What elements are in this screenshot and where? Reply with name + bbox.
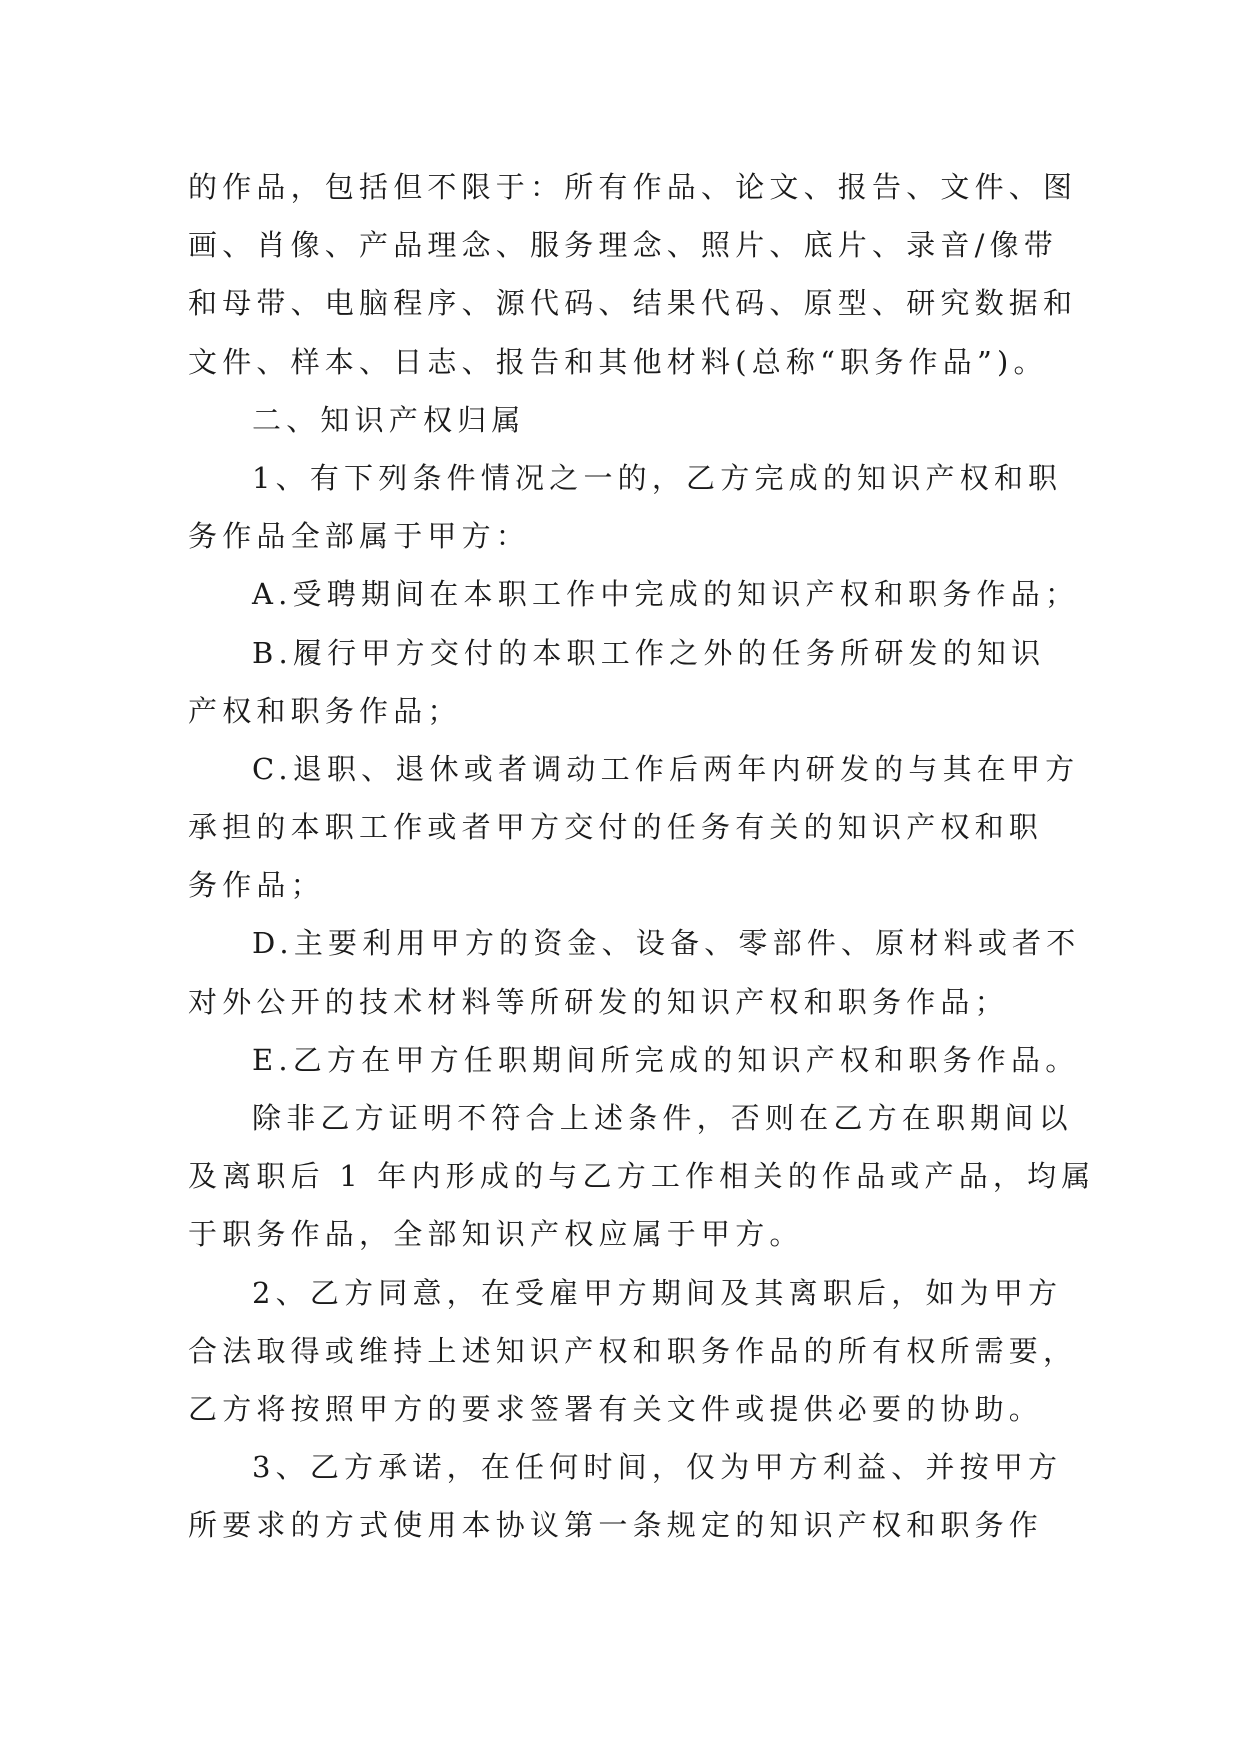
document-body — [188, 158, 1096, 1555]
text-line: B.履行甲方交付的本职工作之外的任务所研发的知识 — [252, 635, 1046, 670]
text-line: 二、知识产权归属 — [252, 402, 526, 437]
text-line: 的作品，包括但不限于：所有作品、论文、报告、文件、图 — [188, 170, 1078, 204]
text-line: 所要求的方式使用本协议第一条规定的知识产权和职务作 — [188, 1508, 1044, 1543]
text-line: 2、乙方同意，在受雇甲方期间及其离职后，如为甲方 — [252, 1275, 1063, 1310]
text-line: 产权和职务作品； — [188, 693, 462, 728]
text-line: 承担的本职工作或者甲方交付的任务有关的知识产权和职 — [188, 810, 1044, 845]
text-line: 1、有下列条件情况之一的，乙方完成的知识产权和职 — [252, 460, 1063, 495]
text-line: 除非乙方证明不符合上述条件，否则在乙方在职期间以 — [252, 1101, 1073, 1135]
text-line: 画、肖像、产品理念、服务理念、照片、底片、录音/像带 — [188, 228, 1058, 263]
text-line: D.主要利用甲方的资金、设备、零部件、原材料或者不 — [252, 926, 1081, 961]
text-line: 乙方将按照甲方的要求签署有关文件或提供必要的协助。 — [188, 1391, 1044, 1426]
text-line: 务作品全部属于甲方： — [188, 519, 531, 554]
text-line: 及离职后 1 年内形成的与乙方工作相关的作品或产品，均属 — [188, 1159, 1096, 1194]
text-line: C.退职、退休或者调动工作后两年内研发的与其在甲方 — [252, 751, 1080, 786]
text-line: 合法取得或维持上述知识产权和职务作品的所有权所需要， — [188, 1333, 1078, 1368]
text-line: 于职务作品，全部知识产权应属于甲方。 — [188, 1217, 804, 1252]
text-line: 和母带、电脑程序、源代码、结果代码、原型、研究数据和 — [188, 286, 1078, 321]
text-line: 务作品； — [188, 868, 325, 903]
text-line: A.受聘期间在本职工作中完成的知识产权和职务作品； — [252, 577, 1080, 612]
text-line: 文件、样本、日志、报告和其他材料(总称“职务作品”)。 — [188, 344, 1048, 379]
text-line: E.乙方在甲方任职期间所完成的知识产权和职务作品。 — [252, 1042, 1080, 1077]
text-line: 3、乙方承诺，在任何时间，仅为甲方利益、并按甲方 — [252, 1450, 1063, 1485]
text-line: 对外公开的技术材料等所研发的知识产权和职务作品； — [188, 984, 1009, 1019]
